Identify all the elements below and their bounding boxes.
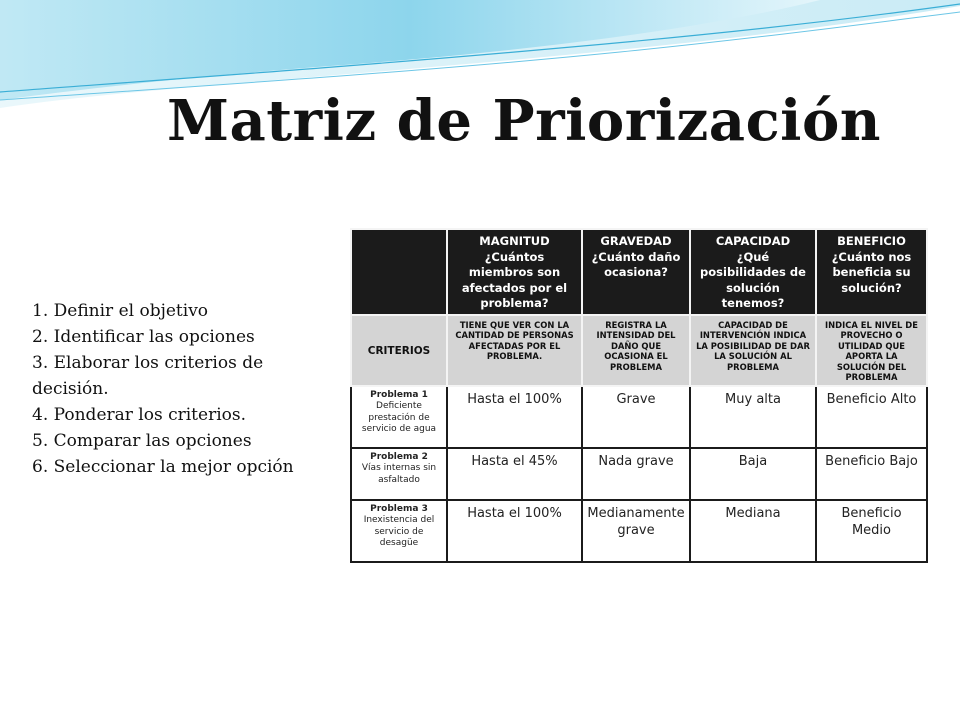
step-item: 2. Identificar las opciones xyxy=(32,327,255,347)
problem-label xyxy=(351,500,447,562)
problem-row xyxy=(351,500,927,562)
header-capacidad xyxy=(690,229,816,315)
steps-list xyxy=(32,298,342,480)
problem-description: Vías internas sin asfaltado xyxy=(361,463,437,485)
criteria-cell: CAPACIDAD DE INTERVENCIÓN INDICA LA POSIBILIDAD DE DAR LA SOLUCIÓN AL PROBLEMA xyxy=(690,315,816,386)
problem-cell: Beneficio Bajo xyxy=(816,448,927,500)
problem-cell: Hasta el 100% xyxy=(447,386,582,448)
header-name: BENEFICIO xyxy=(837,234,906,248)
header-magnitud xyxy=(447,229,582,315)
step-item: 1. Definir el objetivo xyxy=(32,301,209,321)
priority-matrix xyxy=(350,228,928,563)
problem-cell: Nada grave xyxy=(582,448,690,500)
problem-description: Deficiente prestación de servicio de agua xyxy=(361,401,437,434)
criteria-row xyxy=(351,315,927,386)
problem-cell: Hasta el 45% xyxy=(447,448,582,500)
header-gravedad xyxy=(582,229,690,315)
problem-cell: Baja xyxy=(690,448,816,500)
step-item: 6. Seleccionar la mejor opción xyxy=(32,457,294,477)
header-question: ¿Cuánto daño ocasiona? xyxy=(591,249,681,279)
problem-cell: Medianamente grave xyxy=(582,500,690,562)
problem-row xyxy=(351,448,927,500)
criteria-cell: TIENE QUE VER CON LA CANTIDAD DE PERSONAS AFECTADAS POR EL PROBLEMA. xyxy=(447,315,582,386)
problem-description: Inexistencia del servicio de desagüe xyxy=(363,515,435,548)
step-item: 5. Comparar las opciones xyxy=(32,431,252,451)
header-question: ¿Qué posibilidades de solución tenemos? xyxy=(700,249,806,310)
header-name: CAPACIDAD xyxy=(715,234,791,248)
problem-cell: Beneficio Alto xyxy=(816,386,927,448)
problem-name: Problema 1 xyxy=(370,389,428,400)
matrix-header-row xyxy=(351,229,927,315)
matrix-corner-cell xyxy=(351,229,447,315)
problem-label xyxy=(351,448,447,500)
problem-name: Problema 3 xyxy=(370,503,428,514)
header-question: ¿Cuántos miembros son afectados por el problema? xyxy=(461,249,568,310)
header-name: GRAVEDAD xyxy=(600,234,672,248)
criteria-cell: REGISTRA LA INTENSIDAD DEL DAÑO QUE OCASIONA EL PROBLEMA xyxy=(582,315,690,386)
problem-cell: Hasta el 100% xyxy=(447,500,582,562)
problem-cell: Beneficio Medio xyxy=(816,500,927,562)
problem-row xyxy=(351,386,927,448)
header-beneficio xyxy=(816,229,927,315)
header-question: ¿Cuánto nos beneficia su solución? xyxy=(831,249,912,295)
problem-name: Problema 2 xyxy=(370,451,428,462)
problem-cell: Muy alta xyxy=(690,386,816,448)
page-title: Matriz de Priorización xyxy=(166,88,882,154)
problem-cell: Mediana xyxy=(690,500,816,562)
problem-label xyxy=(351,386,447,448)
header-name: MAGNITUD xyxy=(479,234,550,248)
criteria-label: CRITERIOS xyxy=(351,315,447,386)
step-item: 3. Elaborar los criterios de decisión. xyxy=(32,353,264,399)
criteria-cell: INDICA EL NIVEL DE PROVECHO O UTILIDAD QUE APORTA LA SOLUCIÓN DEL PROBLEMA xyxy=(816,315,927,386)
problem-cell: Grave xyxy=(582,386,690,448)
step-item: 4. Ponderar los criterios. xyxy=(32,405,246,425)
